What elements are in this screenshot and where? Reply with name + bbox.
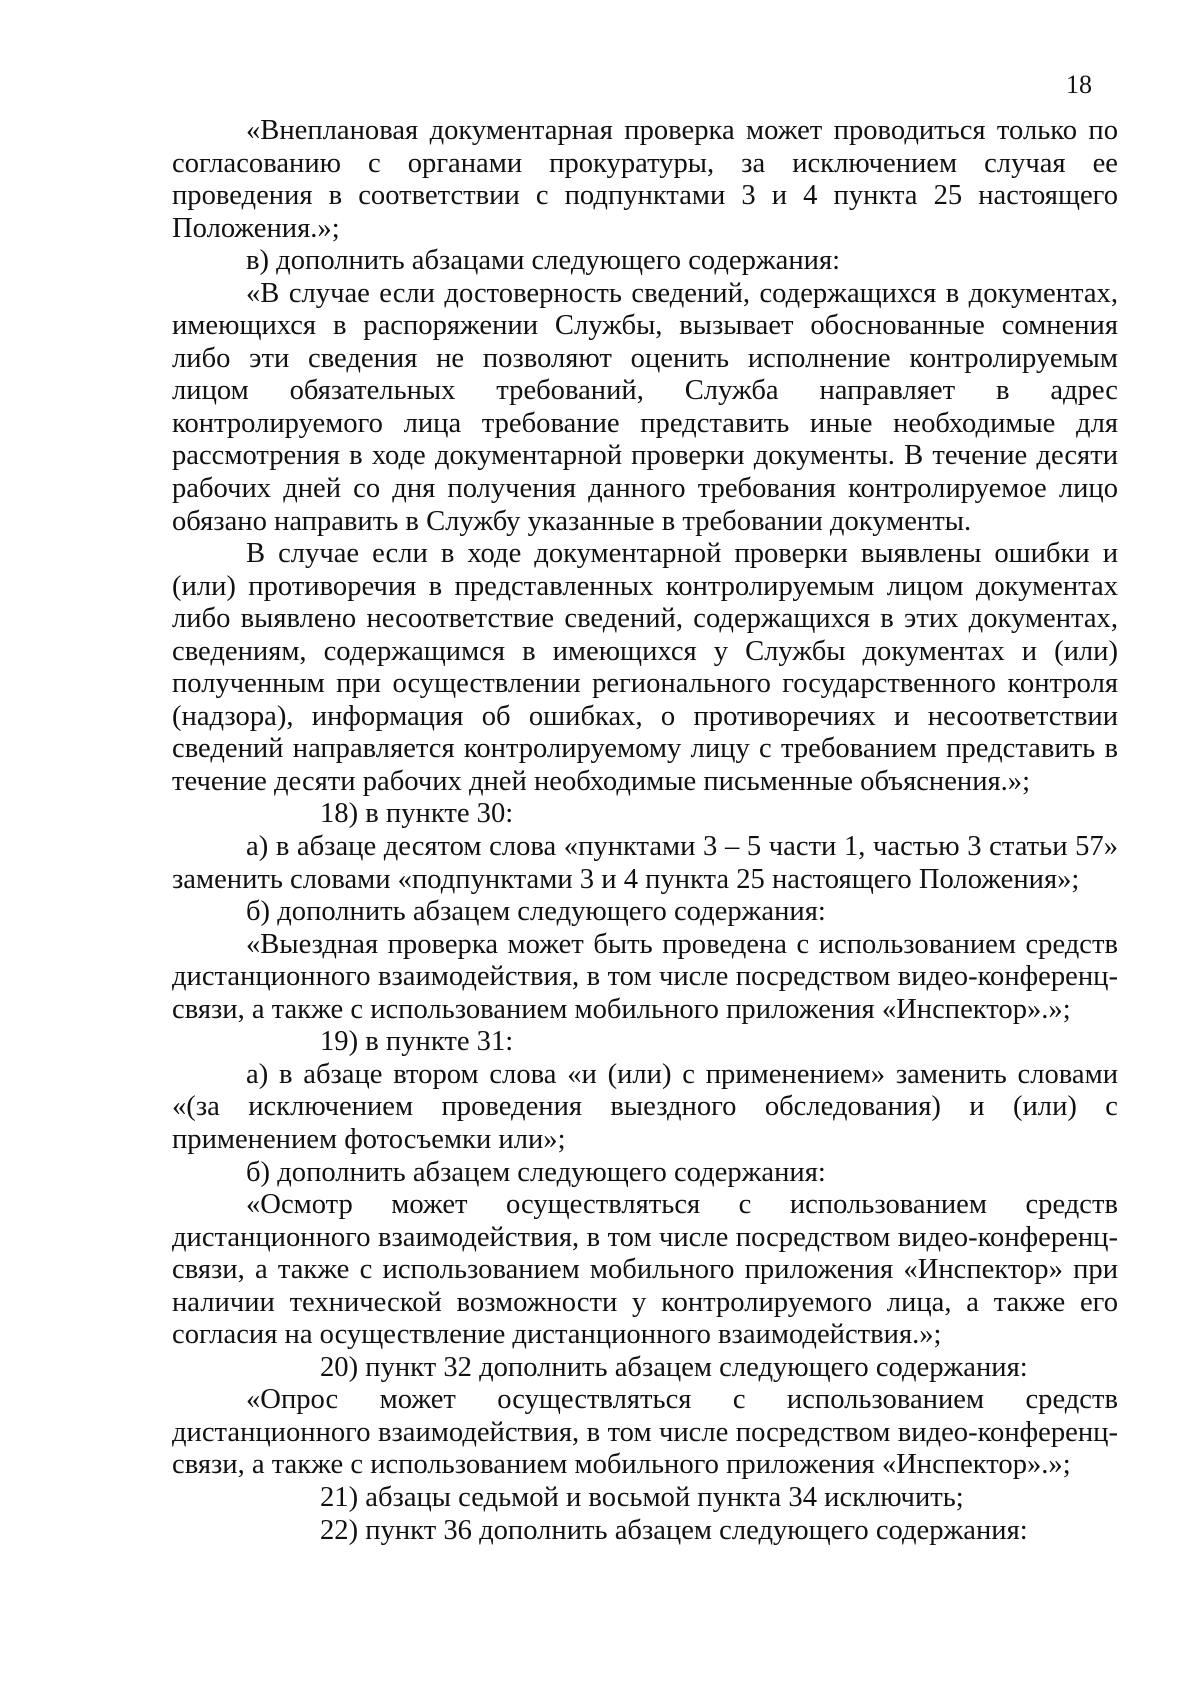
item-21-title: абзацы седьмой и восьмой пункта 34 исключить;	[365, 1481, 964, 1513]
item-22-heading	[172, 1515, 1118, 1548]
item-20-number: 20)	[320, 1351, 359, 1383]
page-number: 18	[1066, 70, 1092, 99]
item-21-number: 21)	[320, 1481, 359, 1513]
item-20-heading	[172, 1352, 1118, 1385]
paragraph-doubtful-information: «В случае если достоверность сведений, содержащихся в документах, имеющихся в распоряжении Службы, вызывает обоснованные сомнения либо эти сведения не позволяют оценить исполнение контролируемым лицом обязательных требований, Служба направляет в адрес контролируемого лица требование представить иные необходимые для рассмотрения в ходе документарной проверки документы. В течение десяти рабочих дней со дня получения данного требования контролируемое лицо обязано направить в Службу указанные в требовании документы.	[172, 277, 1118, 537]
item-18-subitem-b: б) дополнить абзацем следующего содержания:	[246, 896, 826, 928]
item-20-title: пункт 32 дополнить абзацем следующего содержания:	[365, 1351, 1028, 1383]
item-18-heading	[172, 798, 1118, 831]
item-19-subitem-a: а) в абзаце втором слова «и (или) с применением» заменить словами «(за исключением проведения выездного обследования) и (или) с применением фотосъемки или»;	[172, 1058, 1118, 1155]
item-19-quote: «Осмотр может осуществляться с использованием средств дистанционного взаимодействия, в том числе посредством видео-конференц-связи, а также с использованием мобильного приложения «Инспектор» при наличии технической возможности у контролируемого лица, а также его согласия на осуществление дистанционного взаимодействия.»;	[172, 1189, 1118, 1351]
item-19-number: 19)	[320, 1026, 359, 1058]
item-18-number: 18)	[320, 798, 359, 830]
paragraph-subitem-v: в) дополнить абзацами следующего содержания:	[246, 245, 841, 277]
item-18-title: в пункте 30:	[365, 798, 514, 830]
item-21-heading	[172, 1482, 1118, 1515]
document-body	[172, 115, 1118, 1547]
item-19-title: в пункте 31:	[365, 1026, 514, 1058]
item-19-heading	[172, 1026, 1118, 1059]
item-18-quote: «Выездная проверка может быть проведена с использованием средств дистанционного взаимодействия, в том числе посредством видео-конференц-связи, а также с использованием мобильного приложения «Инспектор».»;	[172, 928, 1118, 1025]
item-22-title: пункт 36 дополнить абзацем следующего содержания:	[365, 1514, 1028, 1546]
paragraph-unscheduled-check: «Внеплановая документарная проверка может проводиться только по согласованию с органами прокуратуры, за исключением случая ее проведения в соответствии с подпунктами 3 и 4 пункта 25 настоящего Положения.»;	[172, 115, 1118, 244]
item-20-quote: «Опрос может осуществляться с использованием средств дистанционного взаимодействия, в том числе посредством видео-конференц-связи, а также с использованием мобильного приложения «Инспектор».»;	[172, 1384, 1118, 1481]
item-19-subitem-b: б) дополнить абзацем следующего содержания:	[246, 1156, 826, 1188]
item-22-number: 22)	[320, 1514, 359, 1546]
item-18-subitem-a: а) в абзаце десятом слова «пунктами 3 – 5 части 1, частью 3 статьи 57» заменить словами «подпунктами 3 и 4 пункта 25 настоящего Положения»;	[172, 831, 1118, 895]
paragraph-errors-contradictions: В случае если в ходе документарной проверки выявлены ошибки и (или) противоречия в представленных контролируемым лицом документах либо выявлено несоответствие сведений, содержащихся в этих документах, сведениям, содержащимся в имеющихся у Службы документах и (или) полученным при осуществлении регионального государственного контроля (надзора), информация об ошибках, о противоречиях и несоответствии сведений направляется контролируемому лицу с требованием представить в течение десяти рабочих дней необходимые письменные объяснения.»;	[172, 538, 1118, 797]
